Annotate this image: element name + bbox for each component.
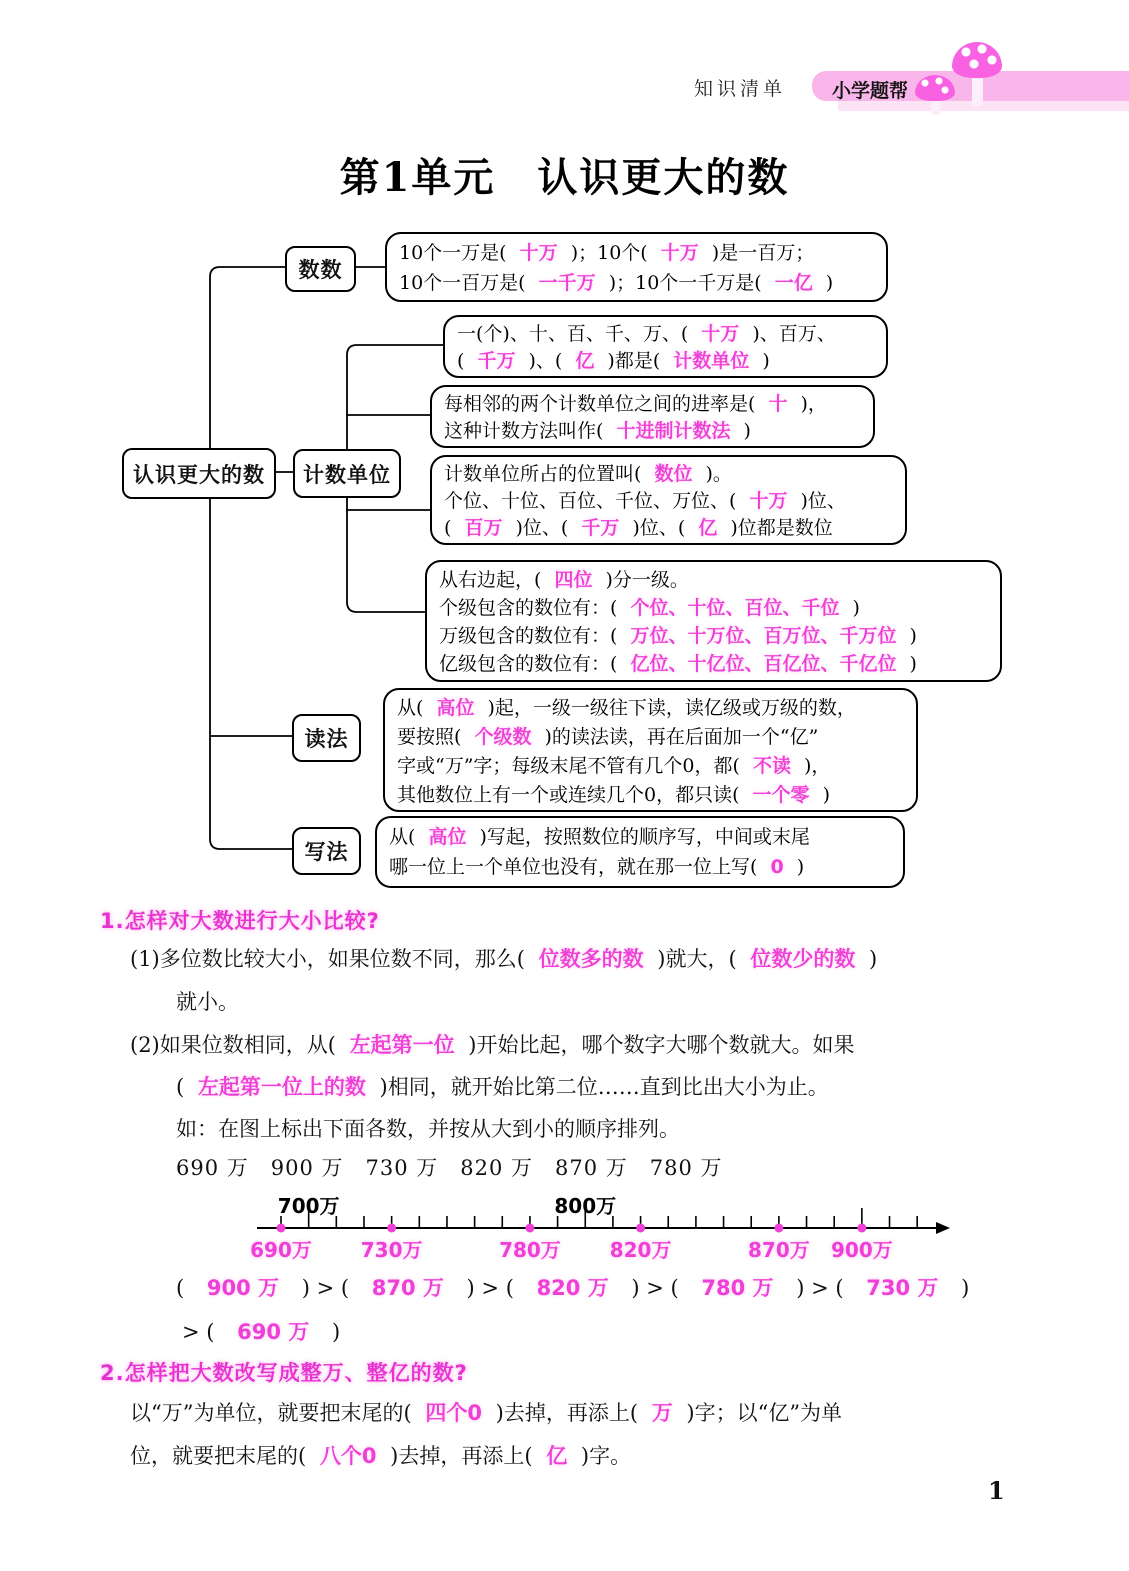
mindmap — [0, 225, 1129, 895]
answer-text: 不读 — [752, 755, 791, 777]
answer-text: 亿 — [575, 350, 595, 372]
box-line — [444, 461, 893, 488]
answer-text: 690 万 — [237, 1320, 310, 1344]
numberline-label: 820万 — [609, 1238, 672, 1262]
numberline-label: 690万 — [250, 1238, 312, 1262]
box-line — [457, 321, 874, 348]
box-line — [397, 694, 904, 723]
numberline-label: 800万 — [554, 1194, 617, 1218]
text-segment: 以“万”为单位，就要把末尾的( — [130, 1401, 419, 1425]
answer-text: 左起第一位 — [349, 1033, 455, 1057]
text-segment: 哪一位上一个单位也没有，就在那一位上写( — [389, 856, 764, 878]
content-box-decimal-system — [430, 385, 875, 448]
content-box-counting — [385, 232, 888, 302]
text-segment: )分一级。 — [599, 569, 689, 591]
text-segment: )字。 — [574, 1444, 632, 1468]
text-segment: )。 — [699, 463, 732, 485]
text-segment: ( — [176, 1276, 191, 1300]
text-segment: ) > ( — [624, 1276, 686, 1300]
box-line — [389, 822, 891, 852]
text-segment: (2)如果位数相同，从( — [130, 1033, 343, 1057]
box-line — [397, 723, 904, 752]
answer-text: 位数少的数 — [750, 947, 856, 971]
box-line — [444, 488, 893, 515]
numbers-row: 690 万 900 万 730 万 820 万 870 万 780 万 — [176, 1156, 723, 1180]
text-segment: 个级包含的数位有：( — [439, 597, 624, 619]
text-segment: 一(个)、十、百、千、万、( — [457, 323, 695, 345]
text-segment: 从( — [397, 697, 430, 719]
text-segment: 亿级包含的数位有：( — [439, 653, 624, 675]
text-segment: ) — [790, 856, 805, 878]
text-segment: )位、( — [509, 517, 575, 539]
box-line — [439, 622, 988, 650]
answer-text: 左起第一位上的数 — [197, 1075, 366, 1099]
text-segment: 个位、十位、百位、千位、万位、( — [444, 490, 743, 512]
numberline — [0, 1190, 1129, 1270]
text-segment: (1)多位数比较大小，如果位数不同，那么( — [130, 947, 532, 971]
text-segment: 每相邻的两个计数单位之间的进率是( — [444, 393, 762, 415]
text-segment: 其他数位上有一个或连续几个0，都只读( — [397, 784, 746, 806]
answer-text: 亿位、十亿位、百亿位、千亿位 — [630, 653, 897, 675]
box-line — [444, 418, 861, 445]
answer-text: 十万 — [519, 242, 558, 264]
text-segment: )字；以“亿”为单 — [679, 1401, 843, 1425]
text-segment: ( — [457, 350, 471, 372]
answer-text: 万位、十万位、百万位、千万位 — [630, 625, 897, 647]
text-segment: )位、( — [626, 517, 692, 539]
content-box-writing-rule — [375, 816, 905, 888]
text-segment: 这种计数方法叫作( — [444, 420, 610, 442]
answer-text: 870 万 — [371, 1276, 444, 1300]
mushroom-stem-icon — [931, 99, 940, 115]
text-segment: 10个一万是( — [399, 242, 513, 264]
header-tagline: 知识清单 — [694, 78, 787, 100]
text-segment: 从( — [389, 826, 422, 848]
q2-line2 — [130, 1440, 631, 1470]
unit-title: 第1单元 认识更大的数 — [339, 154, 790, 201]
content-box-digit-positions — [430, 455, 907, 545]
text-segment: ) — [846, 597, 860, 619]
numberline-label: 780万 — [499, 1238, 561, 1262]
box-line — [439, 650, 988, 678]
box-line — [399, 268, 874, 298]
answer-text: 千万 — [581, 517, 620, 539]
answer-text: 780 万 — [701, 1276, 774, 1300]
numberline-label: 900万 — [830, 1238, 893, 1262]
text-segment: )位都是数位 — [724, 517, 833, 539]
text-segment: )、百万、 — [746, 323, 836, 345]
q2-heading: 2.怎样把大数改写成整万、整亿的数? — [100, 1361, 468, 1385]
text-segment: )写起，按照数位的顺序写，中间或末尾 — [473, 826, 810, 848]
text-segment: )就大，( — [650, 947, 744, 971]
answer-text: 个级数 — [474, 726, 532, 748]
content-box-units-list — [443, 315, 888, 378]
q1-part2-line1 — [130, 1029, 855, 1059]
box-line — [397, 781, 904, 810]
answer-text: 计数单位 — [673, 350, 750, 372]
q1-part1-line2 — [176, 986, 239, 1016]
text-segment: )相同，就开始比第二位……直到比出大小为止。 — [372, 1075, 829, 1099]
answer-text: 百万 — [464, 517, 503, 539]
text-segment: )；10个( — [564, 242, 654, 264]
answer-text: 0 — [770, 856, 784, 878]
answer-text: 四位 — [554, 569, 593, 591]
node-counting-units: 计数单位 — [293, 449, 401, 498]
node-reading: 读法 — [292, 714, 361, 762]
brand-label: 小学题帮 — [832, 80, 909, 102]
text-segment: ) — [756, 350, 770, 372]
q2-line1 — [130, 1397, 842, 1427]
text-segment: ) — [819, 272, 834, 294]
text-segment: )起，一级一级往下读，读亿级或万级的数， — [481, 697, 856, 719]
answer-text: 万 — [651, 1401, 673, 1425]
box-line — [439, 594, 988, 622]
text-segment: ( — [444, 517, 458, 539]
text-segment: > ( — [182, 1320, 222, 1344]
answer-text: 亿 — [698, 517, 718, 539]
comparison-line-1 — [176, 1272, 969, 1302]
text-segment: ) — [737, 420, 751, 442]
content-box-reading-rule — [383, 688, 918, 812]
text-segment: ) — [903, 653, 917, 675]
text-segment: )开始比起，哪个数字大哪个数就大。如果 — [461, 1033, 855, 1057]
text-segment: )， — [794, 393, 827, 415]
text-segment: 计数单位所占的位置叫( — [444, 463, 648, 485]
text-segment: ) — [325, 1320, 341, 1344]
text-segment: 位，就要把末尾的( — [130, 1444, 313, 1468]
text-segment: )的读法读，再在后面加一个“亿” — [538, 726, 819, 748]
answer-text: 亿 — [546, 1444, 568, 1468]
text-segment: 从右边起，( — [439, 569, 548, 591]
box-line — [439, 566, 988, 594]
box-line — [444, 515, 893, 542]
text-segment: )是一百万； — [705, 242, 815, 264]
mushroom-icon — [952, 42, 1002, 78]
text-segment: ) — [862, 947, 878, 971]
q1-part2-line2 — [176, 1071, 829, 1101]
answer-text: 一亿 — [774, 272, 813, 294]
content-box-levels — [425, 560, 1002, 682]
comparison-line-2 — [182, 1316, 340, 1346]
answer-text: 千万 — [477, 350, 516, 372]
node-root: 认识更大的数 — [122, 448, 276, 499]
text-segment: 字或“万”字；每级末尾不管有几个0，都( — [397, 755, 746, 777]
text-segment: 如：在图上标出下面各数，并按从大到小的顺序排列。 — [176, 1117, 680, 1141]
text-segment: ) — [954, 1276, 970, 1300]
answer-text: 高位 — [436, 697, 475, 719]
node-writing: 写法 — [292, 827, 361, 875]
text-segment: )位、 — [794, 490, 846, 512]
answer-text: 十万 — [701, 323, 740, 345]
text-segment: 要按照( — [397, 726, 468, 748]
box-line — [389, 852, 891, 882]
answer-text: 900 万 — [206, 1276, 280, 1300]
answer-text: 位数多的数 — [538, 947, 644, 971]
numberline-label: 730万 — [360, 1238, 423, 1262]
numberline-label: 870万 — [748, 1238, 810, 1262]
text-segment: ) > ( — [295, 1276, 356, 1300]
text-segment: ) > ( — [789, 1276, 851, 1300]
text-segment: 万级包含的数位有：( — [439, 625, 624, 647]
numberline-label: 700万 — [277, 1194, 340, 1218]
q1-heading: 1.怎样对大数进行大小比较? — [100, 909, 380, 933]
text-segment: 10个一百万是( — [399, 272, 532, 294]
box-line — [399, 238, 874, 268]
answer-text: 数位 — [654, 463, 693, 485]
node-counting: 数数 — [285, 246, 356, 292]
answer-text: 十万 — [660, 242, 699, 264]
answer-text: 十 — [768, 393, 788, 415]
text-segment: 就小。 — [176, 990, 239, 1014]
mushroom-stem-icon — [972, 76, 983, 106]
answer-text: 十进制计数法 — [616, 420, 731, 442]
q1-part1-line1 — [130, 943, 877, 973]
text-segment: ) — [903, 625, 917, 647]
text-segment: ( — [176, 1075, 191, 1099]
text-segment: )， — [797, 755, 831, 777]
answer-text: 十万 — [749, 490, 788, 512]
answer-text: 四个0 — [425, 1401, 482, 1425]
answer-text: 八个0 — [319, 1444, 377, 1468]
box-line — [444, 391, 861, 418]
page-number: 1 — [988, 1476, 1005, 1505]
text-segment: )、( — [522, 350, 569, 372]
answer-text: 730 万 — [866, 1276, 939, 1300]
text-segment: )；10个一千万是( — [602, 272, 768, 294]
text-segment: ) — [816, 784, 831, 806]
text-segment: )去掉，再添上( — [383, 1444, 540, 1468]
box-line — [457, 348, 874, 375]
answer-text: 高位 — [428, 826, 467, 848]
box-line — [397, 752, 904, 781]
q1-example-intro — [176, 1113, 680, 1143]
answer-text: 820 万 — [536, 1276, 609, 1300]
answer-text: 个位、十位、百位、千位 — [630, 597, 840, 619]
answer-text: 一个零 — [752, 784, 810, 806]
text-segment: )都是( — [601, 350, 667, 372]
text-segment: )去掉，再添上( — [488, 1401, 645, 1425]
text-segment: ) > ( — [459, 1276, 521, 1300]
answer-text: 一千万 — [538, 272, 596, 294]
